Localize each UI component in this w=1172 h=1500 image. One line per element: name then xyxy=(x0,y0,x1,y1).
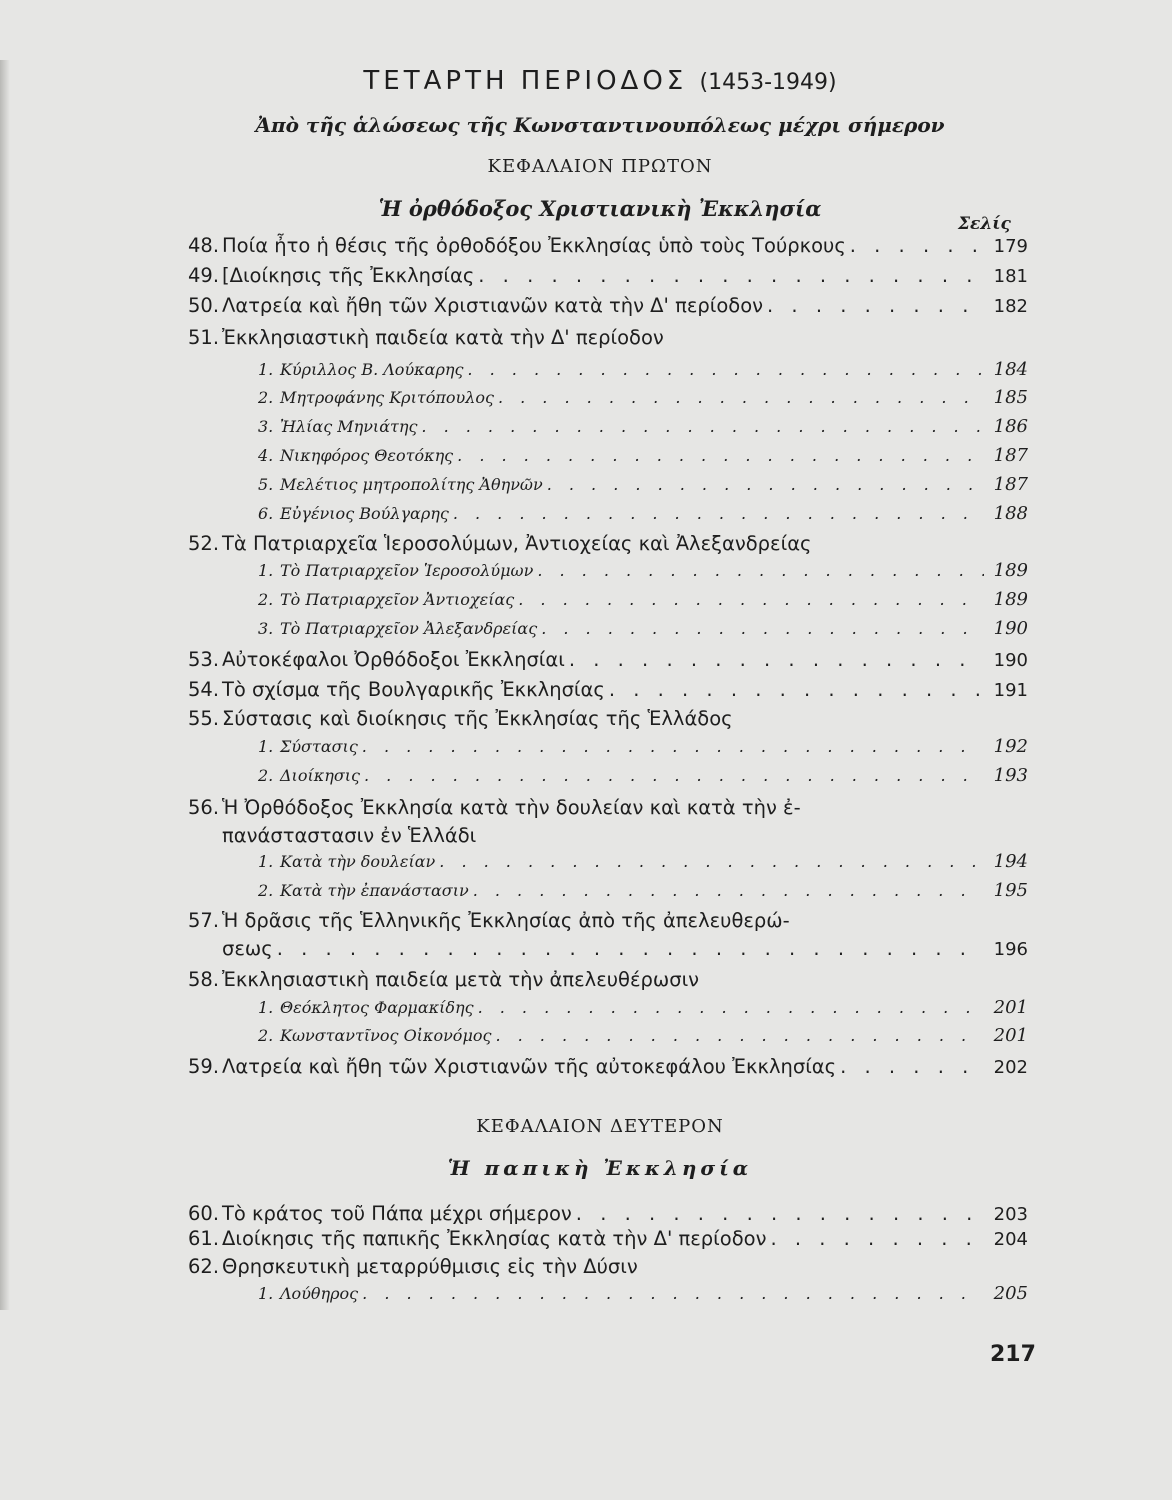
dot-leader xyxy=(435,848,984,876)
dot-leader xyxy=(766,1225,984,1253)
entry-title: σεως xyxy=(222,937,273,960)
entry-title: Σύστασις καὶ διοίκησις τῆς Ἐκκλησίας τῆς Ἑλλάδος xyxy=(222,707,733,730)
entry-title: Ἐκκλησιαστικὴ παιδεία κατὰ τὴν Δ' περίοδον xyxy=(222,326,664,349)
toc-entry-48 xyxy=(188,232,1028,261)
dot-leader xyxy=(417,413,984,441)
toc-entry-50 xyxy=(188,292,1028,321)
entry-number: 48. xyxy=(188,234,220,257)
toc-subentry xyxy=(258,586,1028,614)
entry-title: Θεόκλητος Φαρμακίδης xyxy=(280,998,474,1017)
chapter1-title: Ἡ ὀρθόδοξος Χριστιανικὴ Ἐκκλησία xyxy=(378,196,822,221)
entry-title: πανάσταστασιν ἐν Ἑλλάδι xyxy=(222,824,477,847)
toc-subentry xyxy=(258,557,1028,585)
dot-leader xyxy=(543,471,984,499)
entry-number: 2. xyxy=(258,766,274,785)
dot-leader xyxy=(358,1280,984,1308)
entry-page: 194 xyxy=(993,851,1028,872)
dot-leader xyxy=(474,994,984,1022)
toc-entry-56 xyxy=(188,794,1028,822)
dot-leader xyxy=(514,586,984,614)
chapter2-title: Ἡ παπικὴ Ἐκκλησία xyxy=(447,1156,753,1180)
dot-leader xyxy=(453,442,984,470)
entry-page: 193 xyxy=(993,765,1028,786)
toc-subentry xyxy=(258,442,1028,470)
entry-number: 50. xyxy=(188,294,220,317)
entry-page: 186 xyxy=(993,416,1028,437)
toc-entry-continuation xyxy=(222,935,1028,964)
dot-leader xyxy=(565,646,984,674)
toc-subentry xyxy=(258,733,1028,761)
dot-leader xyxy=(846,232,984,260)
entry-page: 187 xyxy=(993,445,1028,466)
entry-number: 49. xyxy=(188,264,220,287)
toc-subentry xyxy=(258,762,1028,790)
toc-entry-58 xyxy=(188,966,1028,994)
page-edge-shadow xyxy=(0,60,10,1310)
toc-entry-55 xyxy=(188,705,1028,733)
entry-page: 179 xyxy=(993,236,1028,257)
dot-leader xyxy=(494,384,984,412)
toc-subentry xyxy=(258,413,1028,441)
dot-leader xyxy=(469,877,984,905)
entry-title: Τὸ Πατριαρχεῖον Ἀλεξανδρείας xyxy=(280,619,538,638)
chapter2-heading: ΚΕΦΑΛΑΙΟΝ ΔΕΥΤΕΡΟΝ xyxy=(476,1116,724,1137)
entry-page: 204 xyxy=(993,1229,1028,1250)
dot-leader xyxy=(533,557,984,585)
entry-number: 2. xyxy=(258,1026,274,1045)
entry-number: 1. xyxy=(258,737,274,756)
dot-leader xyxy=(358,733,984,761)
entry-number: 60. xyxy=(188,1202,220,1225)
entry-page: 196 xyxy=(993,939,1028,960)
page-number: 217 xyxy=(990,1342,1036,1367)
entry-number: 1. xyxy=(258,561,274,580)
dot-leader xyxy=(474,262,984,290)
entry-number: 61. xyxy=(188,1227,220,1250)
toc-entry-52 xyxy=(188,530,1028,558)
entry-page: 195 xyxy=(993,880,1028,901)
entry-title: Θρησκευτικὴ μεταρρύθμισις εἰς τὴν Δύσιν xyxy=(222,1255,638,1278)
toc-entry-62 xyxy=(188,1253,1028,1281)
entry-title: Κατὰ τὴν ἐπανάστασιν xyxy=(280,881,469,900)
entry-title: Λατρεία καὶ ἤθη τῶν Χριστιανῶν κατὰ τὴν Δ' περίοδον xyxy=(222,294,764,317)
entry-title: Διοίκησις xyxy=(280,766,360,785)
entry-number: 1. xyxy=(258,998,274,1017)
dot-leader xyxy=(537,615,984,643)
entry-page: 185 xyxy=(993,387,1028,408)
entry-number: 51. xyxy=(188,326,220,349)
dot-leader xyxy=(449,500,984,528)
entry-page: 181 xyxy=(993,266,1028,287)
toc-subentry xyxy=(258,615,1028,643)
entry-title: Τὰ Πατριαρχεῖα Ἱεροσολύμων, Ἀντιοχείας καὶ Ἀλεξανδρείας xyxy=(222,532,812,555)
entry-number: 55. xyxy=(188,707,220,730)
period-title-text: ΤΕΤΑΡΤΗ ΠΕΡΙΟΔΟΣ xyxy=(363,66,688,96)
toc-entry-57 xyxy=(188,907,1028,935)
entry-title: Ἡ Ὀρθόδοξος Ἐκκλησία κατὰ τὴν δουλείαν καὶ κατὰ τὴν ἐ- xyxy=(222,796,801,819)
entry-number: 2. xyxy=(258,881,274,900)
entry-page: 187 xyxy=(993,474,1028,495)
entry-title: Ἐκκλησιαστικὴ παιδεία μετὰ τὴν ἀπελευθέρωσιν xyxy=(222,968,700,991)
entry-number: 54. xyxy=(188,678,220,701)
entry-page: 201 xyxy=(993,1025,1028,1046)
entry-title: Διοίκησις τῆς παπικῆς Ἐκκλησίας κατὰ τὴν Δ' περίοδον xyxy=(222,1227,767,1250)
entry-page: 202 xyxy=(993,1057,1028,1078)
entry-title: Τὸ Πατριαρχεῖον Ἀντιοχείας xyxy=(280,590,515,609)
toc-subentry xyxy=(258,848,1028,876)
entry-page: 188 xyxy=(993,503,1028,524)
entry-title: Λατρεία καὶ ἤθη τῶν Χριστιανῶν τῆς αὐτοκεφάλου Ἐκκλησίας xyxy=(222,1055,837,1078)
chapter1-heading: ΚΕΦΑΛΑΙΟΝ ΠΡΩΤΟΝ xyxy=(487,156,713,177)
dot-leader xyxy=(463,356,984,384)
entry-page: 189 xyxy=(993,560,1028,581)
entry-number: 4. xyxy=(258,446,274,465)
toc-entry-continuation xyxy=(222,822,1028,850)
entry-title: Ἡ δρᾶσις τῆς Ἑλληνικῆς Ἐκκλησίας ἀπὸ τῆς ἀπελευθερώ- xyxy=(222,909,790,932)
toc-subentry xyxy=(258,384,1028,412)
entry-number: 2. xyxy=(258,388,274,407)
dot-leader xyxy=(836,1053,984,1081)
dot-leader xyxy=(273,935,984,963)
page-column-label: Σελίς xyxy=(958,214,1011,234)
entry-title: Μητροφάνης Κριτόπουλος xyxy=(280,388,494,407)
dot-leader xyxy=(491,1022,984,1050)
entry-page: 203 xyxy=(993,1204,1028,1225)
toc-subentry xyxy=(258,994,1028,1022)
toc-entry-53 xyxy=(188,646,1028,675)
entry-title: Εὐγένιος Βούλγαρης xyxy=(280,504,449,523)
entry-number: 1. xyxy=(258,1284,274,1303)
entry-number: 1. xyxy=(258,852,274,871)
entry-title: Ποία ἦτο ἡ θέσις τῆς ὀρθοδόξου Ἐκκλησίας ὑπὸ τοὺς Τούρκους xyxy=(222,234,846,257)
entry-title: Μελέτιος μητροπολίτης Ἀθηνῶν xyxy=(280,475,543,494)
period-years: (1453-1949) xyxy=(699,70,837,95)
toc-entry-61 xyxy=(188,1225,1028,1254)
dot-leader xyxy=(763,292,984,320)
toc-entry-51 xyxy=(188,324,1028,352)
entry-number: 62. xyxy=(188,1255,220,1278)
entry-number: 56. xyxy=(188,796,220,819)
entry-title: Κωνσταντῖνος Οἰκονόμος xyxy=(280,1026,492,1045)
toc-subentry xyxy=(258,1022,1028,1050)
entry-title: Αὐτοκέφαλοι Ὀρθόδοξοι Ἐκκλησίαι xyxy=(222,648,565,671)
toc-entry-49 xyxy=(188,262,1028,291)
entry-title: Κύριλλος Β. Λούκαρης xyxy=(280,360,464,379)
entry-page: 190 xyxy=(993,650,1028,671)
toc-entry-59 xyxy=(188,1053,1028,1082)
dot-leader xyxy=(572,1200,984,1228)
entry-page: 190 xyxy=(993,618,1028,639)
toc-subentry xyxy=(258,356,1028,384)
entry-page: 191 xyxy=(993,680,1028,701)
dot-leader xyxy=(360,762,984,790)
entry-number: 3. xyxy=(258,417,274,436)
entry-page: 184 xyxy=(993,359,1028,380)
period-subtitle: Ἀπὸ τῆς ἁλώσεως τῆς Κωνσταντινουπόλεως μέχρι σήμερον xyxy=(255,113,945,137)
toc-subentry xyxy=(258,500,1028,528)
entry-number: 53. xyxy=(188,648,220,671)
entry-number: 2. xyxy=(258,590,274,609)
entry-title: Τὸ κράτος τοῦ Πάπα μέχρι σήμερον xyxy=(222,1202,572,1225)
entry-number: 3. xyxy=(258,619,274,638)
entry-number: 5. xyxy=(258,475,274,494)
entry-number: 6. xyxy=(258,504,274,523)
entry-title: Νικηφόρος Θεοτόκης xyxy=(280,446,454,465)
entry-title: Τὸ Πατριαρχεῖον Ἱεροσολύμων xyxy=(280,561,534,580)
toc-subentry xyxy=(258,877,1028,905)
entry-title: Κατὰ τὴν δουλείαν xyxy=(280,852,436,871)
toc-subentry xyxy=(258,1280,1028,1308)
toc-entry-54 xyxy=(188,676,1028,705)
entry-title: Λούθηρος xyxy=(280,1284,359,1303)
entry-number: 52. xyxy=(188,532,220,555)
entry-title: Τὸ σχίσμα τῆς Βουλγαρικῆς Ἐκκλησίας xyxy=(222,678,605,701)
period-title xyxy=(160,66,1040,96)
entry-number: 1. xyxy=(258,360,274,379)
entry-title: [Διοίκησις τῆς Ἐκκλησίας xyxy=(222,264,475,287)
entry-page: 189 xyxy=(993,589,1028,610)
entry-page: 182 xyxy=(993,296,1028,317)
entry-number: 59. xyxy=(188,1055,220,1078)
entry-number: 58. xyxy=(188,968,220,991)
entry-page: 205 xyxy=(993,1283,1028,1304)
entry-title: Ἠλίας Μηνιάτης xyxy=(280,417,418,436)
toc-subentry xyxy=(258,471,1028,499)
dot-leader xyxy=(605,676,984,704)
entry-page: 192 xyxy=(993,736,1028,757)
entry-page: 201 xyxy=(993,997,1028,1018)
entry-number: 57. xyxy=(188,909,220,932)
entry-title: Σύστασις xyxy=(280,737,358,756)
